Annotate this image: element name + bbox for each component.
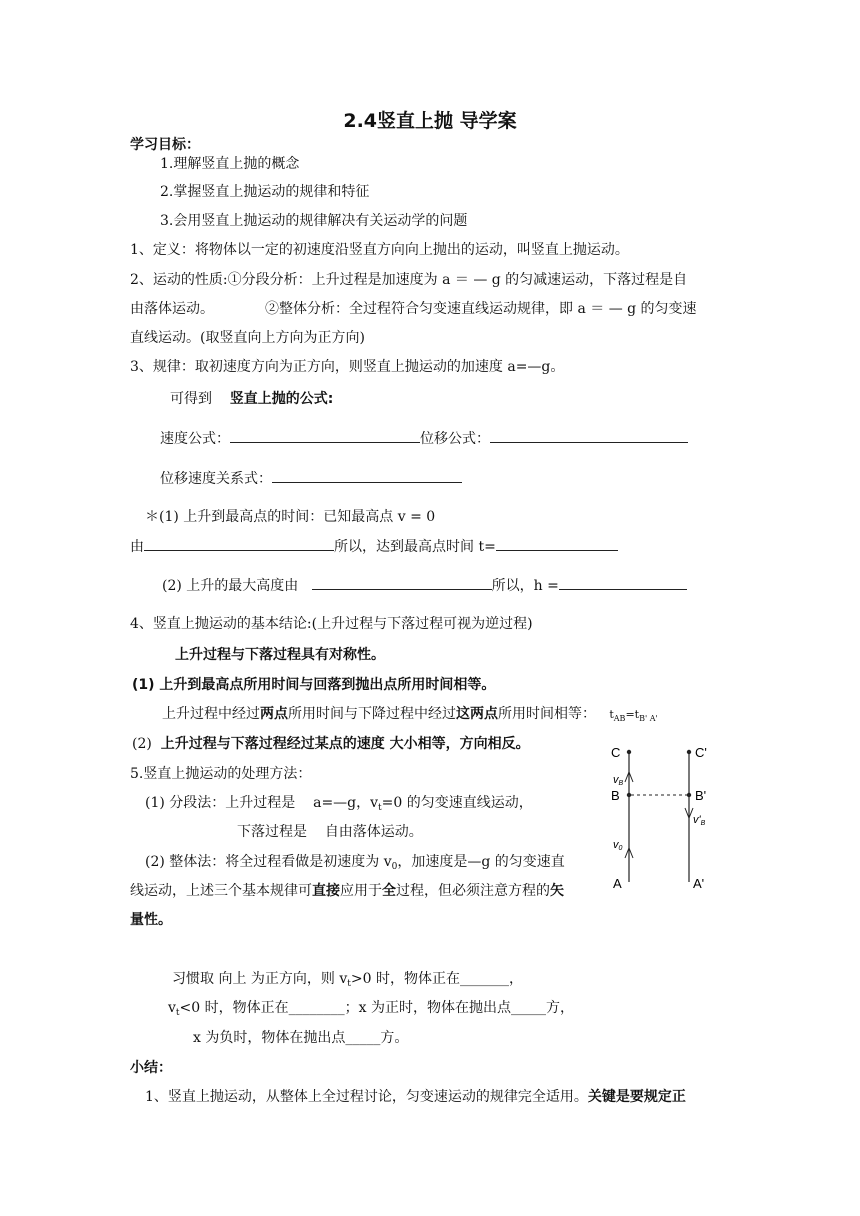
question-2-blank-1[interactable] [312,575,492,590]
page-title: 2.4竖直上抛 导学案 [343,110,517,132]
summary-heading: 小结： [130,1060,172,1076]
point-c-prime-dot [687,750,691,754]
section-3-line-1: 3、规律：取初速度方向为正方向，则竖直上抛运动的加速度 a=—g。 [130,359,565,375]
vertical-throw-diagram [605,740,735,890]
objective-item-2: 2.掌握竖直上抛运动的规律和特征 [160,184,370,200]
question-2-blank-2[interactable] [559,575,687,590]
formula-heading: 竖直上抛的公式: [229,391,334,407]
question-1-from: 由 [130,539,144,555]
habit-line-1: 习惯取 向上 为正方向，则 $v_t>0$ 时，物体正在_______， [172,971,523,989]
objectives-heading: 学习目标： [130,137,200,153]
point-b-prime-dot [687,793,691,797]
section-5-whole-method-3: 量性。 [130,912,172,928]
label-vb-prime: v'B [693,814,706,827]
label-a: A [613,876,622,890]
label-b: B [611,788,620,803]
question-2-row [162,575,687,596]
section-4-line-1: 4、竖直上抛运动的基本结论:(上升过程与下落过程可视为逆过程) [130,616,533,632]
objective-item-1: 1.理解竖直上抛的概念 [160,156,300,172]
habit-line-2: $v_t<0$ 时，物体正在________；x 为正时，物体在抛出点_____方， [168,1000,574,1018]
section-5-whole-method-2: 线运动，上述三个基本规律可直接应用于全过程，但必须注意方程的矢 [130,883,564,899]
label-a-prime: A' [693,876,705,890]
question-2-text: (2) 上升的最大高度由 [162,578,299,594]
section-4-symmetry: 上升过程与下落过程具有对称性。 [175,647,385,663]
question-1-line-1: ＊(1) 上升到最高点的时间：已知最高点 v = 0 [145,509,436,525]
question-1-line-2 [130,536,618,557]
question-1-blank-2[interactable] [496,536,618,551]
habit-line-3: x 为负时，物体在抛出点_____方。 [193,1030,409,1046]
point-b-dot [627,793,631,797]
section-5-line-1: 5.竖直上抛运动的处理方法： [130,766,312,782]
section-1-definition: 1、定义：将物体以一定的初速度沿竖直方向向上抛出的运动，叫竖直上抛运动。 [130,242,629,258]
vd-relation-blank[interactable] [272,468,462,483]
displacement-formula-label: 位移公式： [420,431,490,447]
label-c-prime: C' [695,745,707,760]
velocity-formula-row [160,428,688,449]
section-2-line-2b: ②整体分析：全过程符合匀变速直线运动规律，即 a ＝ — g 的匀变速 [265,301,697,317]
question-2-therefore: 所以，h = [491,578,559,594]
label-v0: v0 [613,839,623,852]
summary-line-1: 1、竖直上抛运动，从整体上全过程讨论，匀变速运动的规律完全适用。关键是要规定正 [145,1089,686,1105]
question-1-therefore: 所以，达到最高点时间 t= [334,539,496,555]
question-1-blank-1[interactable] [144,536,334,551]
section-5-segment-method: (1) 分段法：上升过程是 a=—g，$v_t=0$ 的匀变速直线运动， [145,795,533,813]
section-3-line-2 [170,389,333,409]
label-b-prime: B' [695,788,707,803]
displacement-formula-blank[interactable] [490,428,688,443]
section-2-line-3: 直线运动。(取竖直向上方向为正方向) [130,330,365,346]
section-5-falling: 下落过程是 自由落体运动。 [237,824,423,840]
velocity-formula-blank[interactable] [230,428,420,443]
vd-relation-row [160,468,462,489]
vd-relation-label: 位移速度关系式： [160,471,272,487]
label-c: C [611,745,621,760]
obtain-text: 可得到 [170,391,212,407]
point-c-dot [627,750,631,754]
section-4-point-1: (1) 上升到最高点所用时间与回落到抛出点所用时间相等。 [132,677,496,693]
velocity-formula-label: 速度公式： [160,431,230,447]
section-2-line-1: 2、运动的性质:①分段分析：上升过程是加速度为 a ＝ — g 的匀减速运动，下落过程是自 [130,272,688,288]
label-vb: vB [613,774,624,787]
section-2-line-2a: 由落体运动。 [130,301,214,317]
section-4-point-2: (2) 上升过程与下落过程经过某点的速度 大小相等，方向相反。 [132,736,530,752]
objective-item-3: 3.会用竖直上抛运动的规律解决有关运动学的问题 [160,213,468,229]
section-5-whole-method: (2) 整体法：将全过程看做是初速度为 $v_0$，加速度是—g 的匀变速直 [145,854,565,872]
section-4-point-1-detail: 上升过程中经过两点所用时间与下降过程中经过这两点所用时间相等： $t_{AB}=t_{B' A'}$ [162,706,658,724]
